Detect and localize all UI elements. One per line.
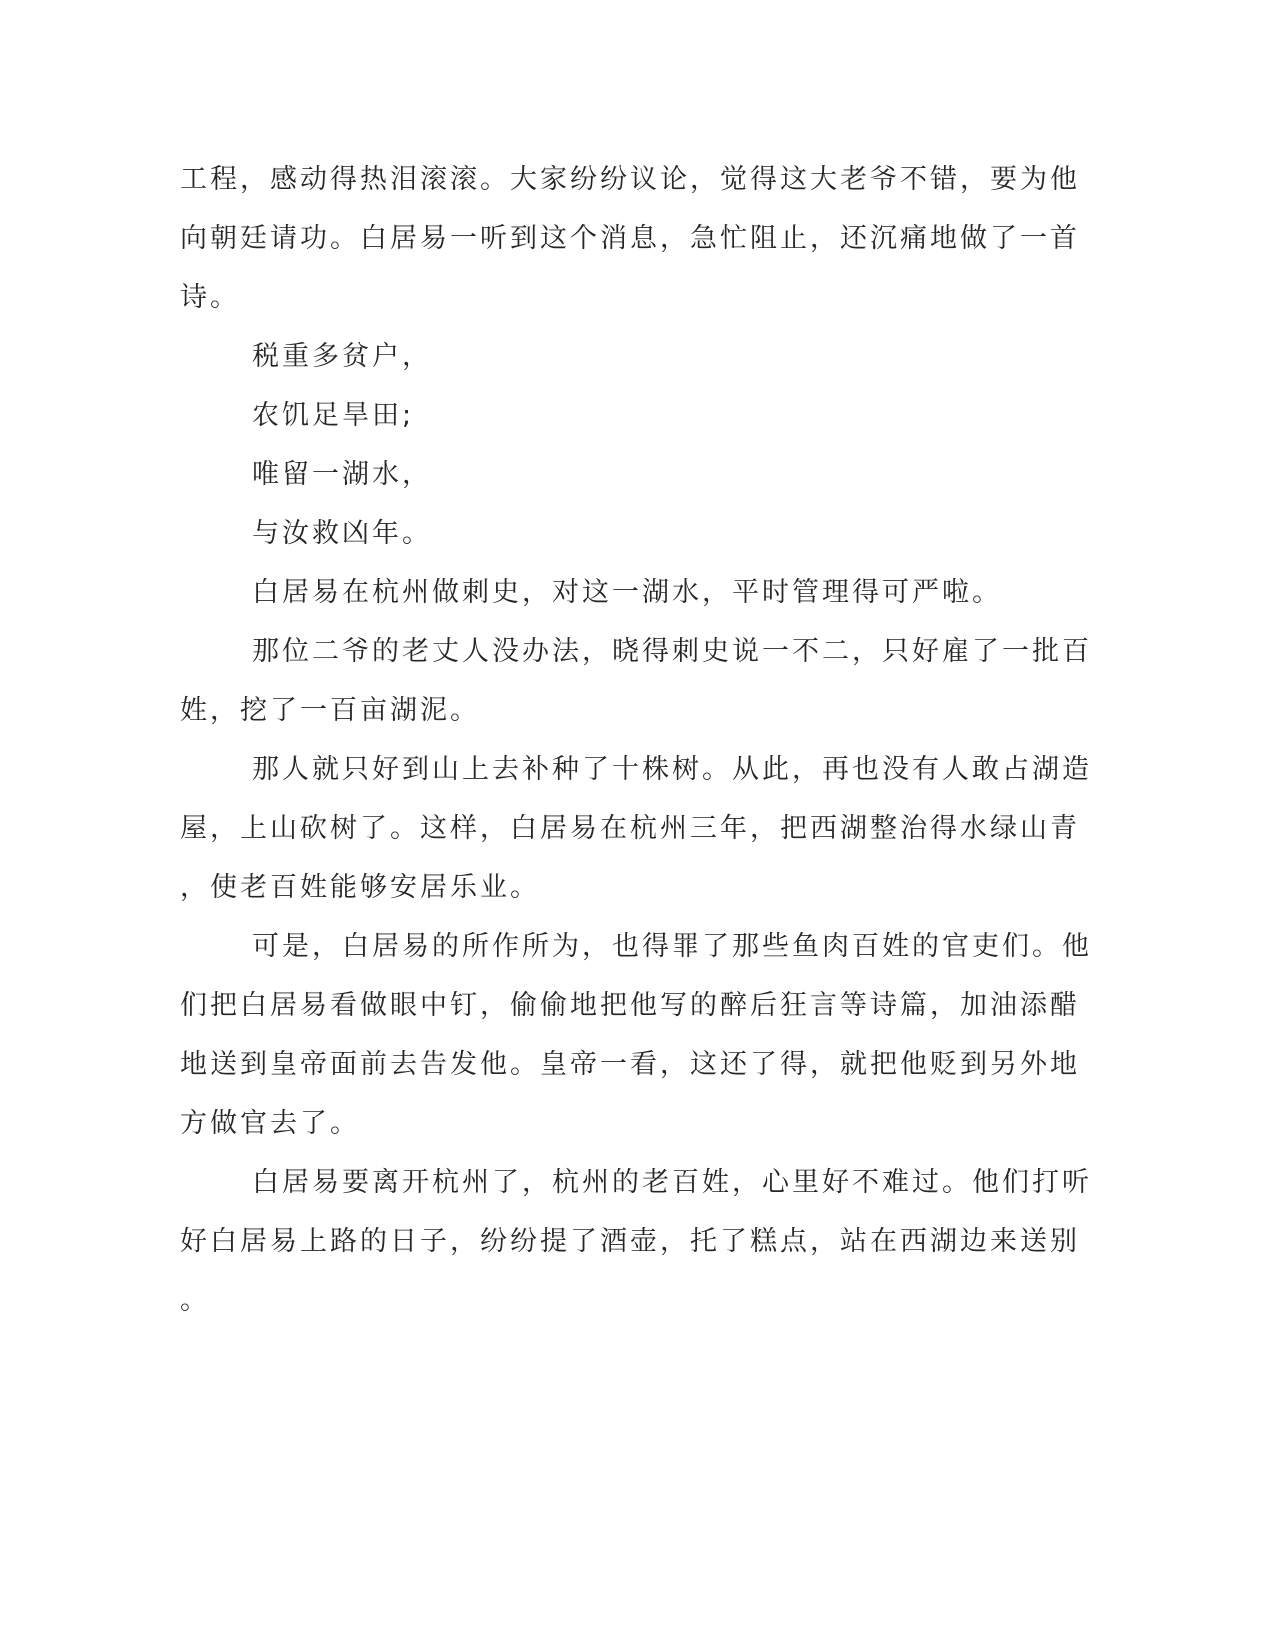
text-line: ，使老百姓能够安居乐业。: [180, 872, 540, 903]
text-line: 那位二爷的老丈人没办法，晓得刺史说一不二，只好雇了一批百: [252, 636, 1092, 667]
text-line: 向朝廷请功。白居易一听到这个消息，急忙阻止，还沉痛地做了一首: [180, 223, 1080, 254]
text-line: 白居易在杭州做刺史，对这一湖水，平时管理得可严啦。: [252, 577, 1002, 608]
text-line: 那人就只好到山上去补种了十株树。从此，再也没有人敢占湖造: [252, 754, 1092, 785]
text-line: 屋，上山砍树了。这样，白居易在杭州三年，把西湖整治得水绿山青: [180, 813, 1080, 844]
poem-line: 农饥足旱田;: [252, 400, 415, 431]
poem-line: 与汝救凶年。: [252, 518, 432, 549]
text-line: 们把白居易看做眼中钉，偷偷地把他写的醉后狂言等诗篇，加油添醋: [180, 990, 1080, 1021]
text-line: 可是，白居易的所作所为，也得罪了那些鱼肉百姓的官吏们。他: [252, 931, 1092, 962]
text-line: 方做官去了。: [180, 1108, 360, 1139]
poem-line: 税重多贫户，: [252, 341, 432, 372]
text-line: 。: [180, 1285, 210, 1316]
text-line: 诗。: [180, 282, 240, 313]
text-line: 工程，感动得热泪滚滚。大家纷纷议论，觉得这大老爷不错，要为他: [180, 164, 1080, 195]
text-line: 白居易要离开杭州了，杭州的老百姓，心里好不难过。他们打听: [252, 1167, 1092, 1198]
text-line: 好白居易上路的日子，纷纷提了酒壶，托了糕点，站在西湖边来送别: [180, 1226, 1080, 1257]
poem-line: 唯留一湖水，: [252, 459, 432, 490]
text-line: 姓，挖了一百亩湖泥。: [180, 695, 480, 726]
text-line: 地送到皇帝面前去告发他。皇帝一看，这还了得，就把他贬到另外地: [180, 1049, 1080, 1080]
